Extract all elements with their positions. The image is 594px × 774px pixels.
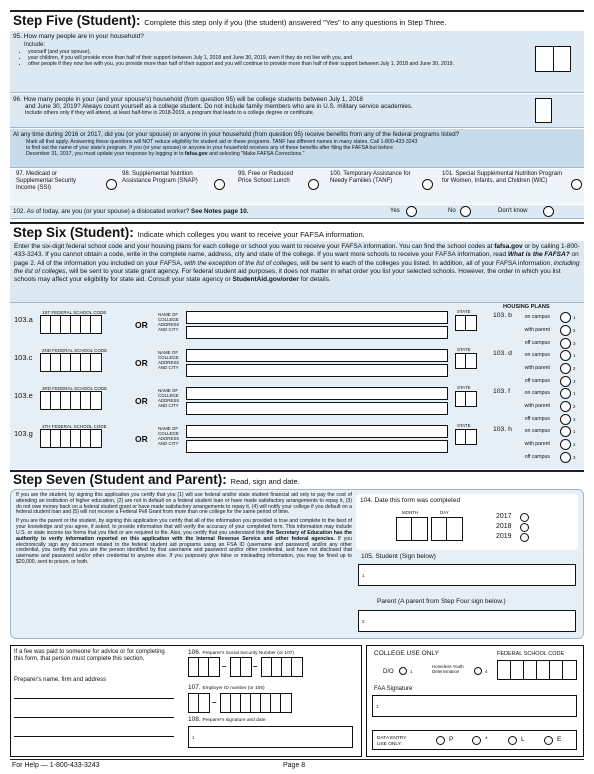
ssn-dash: – bbox=[222, 662, 227, 671]
q96-line: 96. How many people in your (and your spouse's) household (from question 95) will be college students between July 1, 2018 bbox=[13, 96, 363, 103]
homeless-label: Homeless Youth Determination bbox=[432, 664, 464, 675]
q106-label: Preparer's Social Security Number (or 107) bbox=[202, 651, 295, 656]
college-name-label: NAME OF COLLEGE ADDRESS AND CITY bbox=[158, 388, 180, 409]
housing-question: 103. d bbox=[493, 350, 512, 357]
programs-row bbox=[10, 169, 584, 204]
month-label: MONTH bbox=[402, 510, 419, 515]
sig-number: 1 bbox=[376, 704, 379, 709]
q102-dk-label: Don't know bbox=[498, 208, 528, 214]
step6-text: will be sent to your state grant agency. For federal student aid purposes, it does not matter in what order you list your selected schools. However, the order in which you list schools may affect your eligibility for state aid. Consult your state agency or bbox=[14, 267, 561, 284]
cert-student: If you are the student, by signing this application you certify that you (1) will use federal and/or state student financial aid only to pay the cost of attending an institution of higher education, (2) are not in default on a federal student loan or have made satisfactory arrangements to repay it, (3) do not owe money back on a federal student grant or have made satisfactory arrangements to repay it, (4) will notify your college if you default on a federal student loan and (5) will not receive a Federal Pell Grant from more than one college for the same period of time. bbox=[16, 492, 352, 516]
day-input[interactable] bbox=[431, 517, 463, 541]
college-question: 103.c bbox=[14, 353, 33, 362]
q102-no-label: No bbox=[448, 208, 456, 214]
step6-text: Enter the six-digit federal school code and your housing plans for each college or school you want to receive your FAFSA information. You can find the school codes at bbox=[14, 243, 495, 250]
program-98-checkbox[interactable] bbox=[214, 179, 225, 190]
q102-note: See Notes page 10. bbox=[191, 208, 249, 215]
data-entry-radio[interactable] bbox=[544, 736, 553, 745]
housing-radio-number: 3 bbox=[573, 379, 576, 384]
q102-no-radio[interactable] bbox=[460, 206, 471, 217]
fafsa-link[interactable]: fafsa.gov bbox=[494, 243, 523, 250]
state-input[interactable] bbox=[455, 353, 477, 369]
housing-radio[interactable] bbox=[560, 388, 571, 399]
q107-label: Employer ID number (or 106) bbox=[202, 686, 265, 691]
ssn-part3[interactable] bbox=[261, 657, 303, 677]
college-address-field[interactable] bbox=[186, 402, 448, 415]
program-97-checkbox[interactable] bbox=[106, 179, 117, 190]
q95-section bbox=[10, 31, 584, 93]
housing-option-label: off campus bbox=[524, 340, 550, 346]
state-input[interactable] bbox=[455, 429, 477, 445]
date-panel bbox=[356, 494, 578, 550]
housing-radio-number: 1 bbox=[573, 315, 576, 320]
college-address-field[interactable] bbox=[186, 326, 448, 339]
benefits-question: At any time during 2016 or 2017, did you (or your spouse) or anyone in your household (from question 95) receive benefits from any of the federal programs listed? bbox=[13, 131, 460, 138]
benefits-note-line: Mark all that apply. Answering these questions will NOT reduce eligibility for student aid or these programs. TANF has different names in many states. Call 1-800-433-3243 bbox=[26, 139, 418, 145]
college-question: 103.a bbox=[14, 315, 33, 324]
cert-text bbox=[16, 493, 352, 566]
housing-plans-heading: HOUSING PLANS bbox=[503, 304, 550, 310]
program-100-label: 100. Temporary Assistance for Needy Families (TANF) bbox=[330, 171, 411, 184]
q96-input[interactable] bbox=[535, 98, 552, 123]
step7-heading bbox=[13, 472, 300, 487]
state-label: STATE bbox=[457, 423, 471, 428]
state-label: STATE bbox=[457, 309, 471, 314]
q96-line: Include others only if they will attend, at least half-time in 2018-2019, a program that leads to a college degree or certificate. bbox=[25, 110, 315, 117]
q102-row bbox=[10, 205, 584, 219]
housing-option-label: off campus bbox=[524, 416, 550, 422]
step6-text: for details. bbox=[298, 276, 331, 284]
step6-text: including the list of colleges, bbox=[14, 259, 580, 275]
step6-text: will be sent to each of the colleges you listed. In addition, all of your FAFSA information, bbox=[298, 259, 554, 267]
ein-dash: – bbox=[212, 698, 217, 707]
college-use-heading: COLLEGE USE ONLY bbox=[374, 650, 439, 657]
studentaid-link[interactable]: StudentAid.gov/order bbox=[232, 276, 299, 284]
data-entry-option-label: P bbox=[449, 736, 454, 743]
housing-radio[interactable] bbox=[560, 426, 571, 437]
school-code-label: 4TH FEDERAL SCHOOL CODE bbox=[42, 424, 107, 429]
housing-option-label: off campus bbox=[524, 378, 550, 384]
housing-option-label: on campus bbox=[524, 428, 550, 434]
fafsa-link[interactable]: fafsa.gov bbox=[184, 150, 208, 157]
program-97-label: 97. Medicaid or Supplemental Security Income (SSI) bbox=[16, 171, 77, 191]
day-label: DAY bbox=[440, 510, 449, 515]
preparer-line[interactable] bbox=[14, 736, 174, 737]
or-label: OR bbox=[135, 320, 148, 330]
program-101-label: 101. Special Supplemental Nutrition Program for Women, Infants, and Children (WIC) bbox=[442, 171, 563, 184]
benefits-note-line: to find out the name of your state's program. If you (or your spouse) or anyone in your household receives any of these benefits after filing the FAFSA but before bbox=[26, 144, 393, 151]
step6-intro: Indicate which colleges you want to receive your FAFSA information. bbox=[137, 230, 365, 239]
housing-radio[interactable] bbox=[560, 376, 571, 387]
housing-radio-number: 1 bbox=[573, 391, 576, 396]
program-101-checkbox[interactable] bbox=[571, 179, 582, 190]
college-address-field[interactable] bbox=[186, 440, 448, 453]
housing-option-label: with parent bbox=[524, 441, 550, 447]
sig-number: 1 bbox=[362, 573, 365, 578]
year-2017-label: 2017 bbox=[496, 513, 512, 520]
fed-code-label: FEDERAL SCHOOL CODE bbox=[497, 651, 565, 657]
step7-title: Step Seven (Student and Parent): bbox=[13, 472, 227, 487]
q95-bullets bbox=[28, 50, 528, 68]
state-label: STATE bbox=[457, 385, 471, 390]
month-input[interactable] bbox=[396, 517, 428, 541]
housing-question: 103. f bbox=[493, 388, 511, 395]
housing-radio[interactable] bbox=[560, 414, 571, 425]
ein-part2[interactable] bbox=[220, 693, 292, 713]
data-entry-radio[interactable] bbox=[436, 736, 445, 745]
housing-radio[interactable] bbox=[560, 338, 571, 349]
q96-label bbox=[13, 96, 513, 117]
data-entry-option-label: E bbox=[557, 736, 562, 743]
housing-radio-number: 2 bbox=[573, 404, 576, 409]
faa-signature-field[interactable] bbox=[372, 695, 577, 717]
preparer-line[interactable] bbox=[14, 698, 174, 699]
step7-intro: Read, sign and date. bbox=[230, 477, 300, 486]
program-98-label: 98. Supplemental Nutrition Assistance Program (SNAP) bbox=[122, 171, 198, 184]
sig-number: 2 bbox=[362, 619, 365, 624]
benefits-note bbox=[26, 140, 581, 158]
school-code-input[interactable] bbox=[40, 391, 102, 410]
do-number: 1 bbox=[410, 669, 413, 674]
college-fed-code[interactable] bbox=[497, 660, 577, 680]
top-rule bbox=[10, 10, 584, 12]
housing-radio[interactable] bbox=[560, 401, 571, 412]
housing-radio[interactable] bbox=[560, 363, 571, 374]
do-radio[interactable] bbox=[399, 667, 407, 675]
step5-intro: Complete this step only if you (the student) answered "Yes" to any questions in Step Three. bbox=[144, 18, 447, 27]
faa-label: FAA Signature bbox=[374, 686, 413, 692]
step6-heading bbox=[13, 225, 365, 240]
benefits-note-line: December 31, 2017, you must update your response by logging in to bbox=[26, 150, 185, 157]
data-entry-option-label: * bbox=[485, 736, 488, 743]
housing-option-label: off campus bbox=[524, 454, 550, 460]
q102-dk-radio[interactable] bbox=[543, 206, 554, 217]
housing-radio-number: 3 bbox=[573, 455, 576, 460]
housing-question: 103. b bbox=[493, 312, 512, 319]
q96-section bbox=[10, 94, 584, 128]
college-name-field[interactable] bbox=[186, 425, 448, 438]
year-2017-radio[interactable] bbox=[520, 513, 529, 522]
school-code-label: 3RD FEDERAL SCHOOL CODE bbox=[42, 386, 108, 391]
sig-number: 1 bbox=[192, 735, 195, 740]
data-entry-radio[interactable] bbox=[508, 736, 517, 745]
q95-label: 95. How many people are in your household? bbox=[13, 33, 144, 40]
college-name-label: NAME OF COLLEGE ADDRESS AND CITY bbox=[158, 312, 180, 333]
q106-number: 106. bbox=[188, 649, 201, 656]
step6-title: Step Six (Student): bbox=[13, 225, 134, 240]
ssn-part1[interactable] bbox=[188, 657, 220, 677]
ssn-dash: – bbox=[253, 662, 258, 671]
parent-signature-field[interactable] bbox=[358, 610, 576, 632]
student-sign-label: 105. Student (Sign below) bbox=[361, 553, 436, 560]
q96-line: and June 30, 2019? Always count yourself as a college student. Do not include family members who are in U.S. military service academies. bbox=[25, 103, 413, 111]
q107-number: 107. bbox=[188, 684, 201, 691]
program-100-checkbox[interactable] bbox=[422, 179, 433, 190]
college-name-field[interactable] bbox=[186, 311, 448, 324]
footer-rule bbox=[10, 759, 584, 760]
homeless-radio[interactable] bbox=[474, 667, 482, 675]
parent-sign-label: Parent (A parent from Step Four sign below.) bbox=[377, 598, 506, 605]
state-input[interactable] bbox=[455, 391, 477, 407]
housing-option-label: with parent bbox=[524, 327, 550, 333]
state-label: STATE bbox=[457, 347, 471, 352]
year-2019-radio[interactable] bbox=[520, 533, 529, 542]
step6-text: with the exception of the list of colleges, bbox=[184, 259, 299, 267]
housing-radio[interactable] bbox=[560, 452, 571, 463]
program-99-checkbox[interactable] bbox=[308, 179, 319, 190]
housing-radio[interactable] bbox=[560, 325, 571, 336]
housing-option-label: on campus bbox=[524, 390, 550, 396]
school-code-input[interactable] bbox=[40, 315, 102, 334]
college-question: 103.g bbox=[14, 429, 33, 438]
housing-radio-number: 3 bbox=[573, 341, 576, 346]
data-entry-option-label: L bbox=[521, 736, 525, 743]
do-label: D/O bbox=[383, 669, 394, 675]
cert-parent-bold: the Secretary of Education has the authority to verify information reported on this application with the Internal Revenue Service and other federal agencies. bbox=[16, 529, 352, 542]
ssn-part2[interactable] bbox=[230, 657, 252, 677]
step6-text: or by calling 1-800-433-3243. If you cannot obtain a code, write in the complete name, address, city and state of the college. If you want more schools to receive your FAFSA information, read bbox=[14, 243, 580, 259]
q95-include: Include: bbox=[24, 42, 46, 48]
housing-radio[interactable] bbox=[560, 350, 571, 361]
state-input[interactable] bbox=[455, 315, 477, 331]
school-code-label: 1ST FEDERAL SCHOOL CODE bbox=[42, 310, 107, 315]
q95-bullet: • yourself (and your spouse), bbox=[28, 50, 528, 56]
homeless-number: 4 bbox=[485, 669, 488, 674]
cert-parent: If you electronically sign any document related to the federal student aid programs using an FSA ID (username and password) and/or any other credential, you certify that you are the person identified by that username and password and/or other credential, and have not disclosed that username and password and/or other credential to anyone else. If you purposely give false or misleading information, you may be fined up to $20,000, sent to prison, or both. bbox=[16, 535, 352, 565]
college-question: 103.e bbox=[14, 391, 33, 400]
or-label: OR bbox=[135, 396, 148, 406]
student-signature-field[interactable] bbox=[358, 564, 576, 586]
q95-bullet: • other people if they now live with you, you provide more than half of their support and you will continue to provide more than half of their support between July 1, 2018 and June 30, 2019. bbox=[28, 62, 528, 68]
q95-input[interactable] bbox=[535, 46, 571, 72]
step6-text: on page 2. All of the information you included on your FAFSA, bbox=[14, 251, 579, 267]
year-2018-label: 2018 bbox=[496, 523, 512, 530]
school-code-label: 2ND FEDERAL SCHOOL CODE bbox=[42, 348, 108, 353]
q102-yes-label: Yes bbox=[390, 208, 400, 214]
data-entry-radio[interactable] bbox=[472, 736, 481, 745]
step5-title: Step Five (Student): bbox=[13, 13, 141, 28]
step5-heading bbox=[13, 13, 446, 28]
cert-parent: If you are the parent or the student, by signing this application you certify that all of the information you provided is true and complete to the best of your knowledge and you agree, if asked, to provide information that will verify the accuracy of your completed form. This information may include U.S. or state income tax forms that you filed or are required to file. Also, you certify that you understand that bbox=[16, 518, 352, 536]
footer-page: Page 8 bbox=[283, 762, 306, 769]
housing-radio-number: 1 bbox=[573, 429, 576, 434]
program-99-label: 99. Free or Reduced Price School Lunch bbox=[238, 171, 294, 184]
benefits-section bbox=[10, 129, 584, 168]
step6-rule bbox=[10, 222, 584, 224]
housing-radio[interactable] bbox=[560, 312, 571, 323]
benefits-note-line: and selecting "Make FAFSA Corrections." bbox=[207, 150, 305, 157]
year-2019-label: 2019 bbox=[496, 533, 512, 540]
year-2018-radio[interactable] bbox=[520, 523, 529, 532]
housing-option-label: with parent bbox=[524, 365, 550, 371]
college-name-label: NAME OF COLLEGE ADDRESS AND CITY bbox=[158, 426, 180, 447]
q108-label: Preparer's signature and date bbox=[202, 718, 266, 723]
fee-notice: If a fee was paid to someone for advice or for completing this form, that person must complete this section. bbox=[14, 649, 165, 662]
housing-question: 103. h bbox=[493, 426, 512, 433]
footer-help: For Help — 1-800-433-3243 bbox=[12, 762, 100, 769]
or-label: OR bbox=[135, 358, 148, 368]
college-name-field[interactable] bbox=[186, 387, 448, 400]
school-code-input[interactable] bbox=[40, 429, 102, 448]
college-name-label: NAME OF COLLEGE ADDRESS AND CITY bbox=[158, 350, 180, 371]
step6-instructions bbox=[10, 241, 584, 303]
preparer-signature-field[interactable] bbox=[188, 726, 353, 748]
ein-part1[interactable] bbox=[188, 693, 210, 713]
college-name-field[interactable] bbox=[186, 349, 448, 362]
data-entry-label: DATA ENTRY USE ONLY: bbox=[377, 736, 407, 747]
date-label: 104. Date this form was completed bbox=[360, 497, 461, 504]
college-address-field[interactable] bbox=[186, 364, 448, 377]
q95-bullet: • your children, if you will provide more than half of their support between July 1, 2018 and June 30, 2019, even if they do not live with you, and bbox=[28, 56, 528, 62]
housing-radio[interactable] bbox=[560, 439, 571, 450]
what-is-fafsa-ref: What is the FAFSA? bbox=[507, 251, 570, 259]
preparer-line[interactable] bbox=[14, 717, 174, 718]
q102-label: 102. As of today, are you (or your spouse) a dislocated worker? bbox=[13, 208, 192, 215]
housing-radio-number: 2 bbox=[573, 442, 576, 447]
housing-option-label: on campus bbox=[524, 352, 550, 358]
housing-option-label: with parent bbox=[524, 403, 550, 409]
data-entry-box bbox=[372, 730, 577, 750]
housing-option-label: on campus bbox=[524, 314, 550, 320]
housing-radio-number: 2 bbox=[573, 366, 576, 371]
or-label: OR bbox=[135, 434, 148, 444]
housing-radio-number: 1 bbox=[573, 353, 576, 358]
q108-number: 108. bbox=[188, 716, 201, 723]
preparer-name-label: Preparer's name, firm and address bbox=[14, 677, 107, 683]
housing-radio-number: 2 bbox=[573, 328, 576, 333]
q102-yes-radio[interactable] bbox=[406, 206, 417, 217]
school-code-input[interactable] bbox=[40, 353, 102, 372]
housing-radio-number: 3 bbox=[573, 417, 576, 422]
